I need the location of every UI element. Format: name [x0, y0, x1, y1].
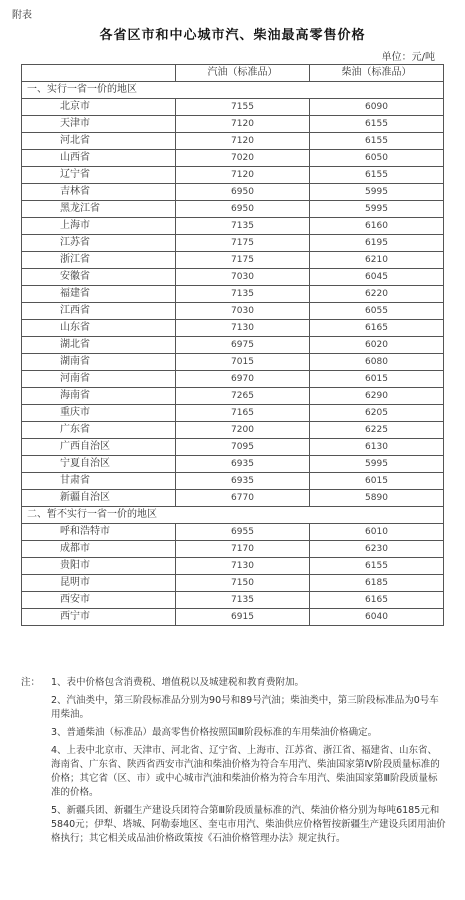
table-row — [22, 388, 444, 405]
diesel-price-cell: 5890 — [310, 490, 444, 507]
note-1 — [21, 676, 446, 690]
section-row — [22, 507, 444, 524]
region-cell: 成都市 — [22, 541, 176, 558]
gasoline-price-cell: 7175 — [176, 235, 310, 252]
diesel-price-cell: 6090 — [310, 99, 444, 116]
diesel-price-cell: 5995 — [310, 201, 444, 218]
gasoline-price-cell: 6950 — [176, 184, 310, 201]
gasoline-price-cell: 7120 — [176, 167, 310, 184]
diesel-price-cell: 6050 — [310, 150, 444, 167]
section-row — [22, 82, 444, 99]
region-cell: 宁夏自治区 — [22, 456, 176, 473]
table-row — [22, 456, 444, 473]
diesel-price-cell: 5995 — [310, 456, 444, 473]
region-cell: 黑龙江省 — [22, 201, 176, 218]
price-table — [21, 64, 444, 626]
note-4: 4、上表中北京市、天津市、河北省、辽宁省、上海市、江苏省、浙江省、福建省、山东省、海南省、广东省、陕西省西安市汽油和柴油价格为符合车用汽、柴油国家第Ⅳ阶段质量标准的价格；其它省（区、市）或中心城市汽油和柴油价格为符合车用汽、柴油国家第Ⅲ阶段质量标准的价格。 — [51, 745, 440, 798]
region-cell: 湖北省 — [22, 337, 176, 354]
diesel-price-cell: 6015 — [310, 371, 444, 388]
region-cell: 西宁市 — [22, 609, 176, 626]
gasoline-price-cell: 7015 — [176, 354, 310, 371]
table-row — [22, 473, 444, 490]
gasoline-price-cell: 7095 — [176, 439, 310, 456]
gasoline-price-cell: 6915 — [176, 609, 310, 626]
region-cell: 新疆自治区 — [22, 490, 176, 507]
note-3: 3、普通柴油（标准品）最高零售价格按照国Ⅲ阶段标准的车用柴油价格确定。 — [51, 727, 378, 738]
gasoline-price-cell: 7135 — [176, 592, 310, 609]
table-row — [22, 116, 444, 133]
region-cell: 河南省 — [22, 371, 176, 388]
gasoline-price-cell: 7135 — [176, 286, 310, 303]
header-region — [22, 65, 176, 82]
section-2-label: 二、暂不实行一省一价的地区 — [22, 507, 444, 524]
region-cell: 海南省 — [22, 388, 176, 405]
table-row — [22, 575, 444, 592]
diesel-price-cell: 6080 — [310, 354, 444, 371]
gasoline-price-cell: 7265 — [176, 388, 310, 405]
region-cell: 天津市 — [22, 116, 176, 133]
table-row — [22, 541, 444, 558]
table-row — [22, 218, 444, 235]
gasoline-price-cell: 6935 — [176, 456, 310, 473]
region-cell: 广东省 — [22, 422, 176, 439]
gasoline-price-cell: 7165 — [176, 405, 310, 422]
region-cell: 湖南省 — [22, 354, 176, 371]
gasoline-price-cell: 6970 — [176, 371, 310, 388]
table-row — [22, 422, 444, 439]
region-cell: 贵阳市 — [22, 558, 176, 575]
region-cell: 江苏省 — [22, 235, 176, 252]
region-cell: 上海市 — [22, 218, 176, 235]
gasoline-price-cell: 7120 — [176, 116, 310, 133]
header-gasoline: 汽油（标准品） — [176, 65, 310, 82]
section-1-label: 一、实行一省一价的地区 — [22, 82, 444, 99]
diesel-price-cell: 6160 — [310, 218, 444, 235]
region-cell: 北京市 — [22, 99, 176, 116]
gasoline-price-cell: 6935 — [176, 473, 310, 490]
table-row — [22, 184, 444, 201]
header-diesel: 柴油（标准品） — [310, 65, 444, 82]
note-5: 5、新疆兵团、新疆生产建设兵团符合第Ⅲ阶段质量标准的汽、柴油价格分别为每吨6185元和5840元；伊犁、塔城、阿勒泰地区、奎屯市用汽、柴油供应价格暂按新疆生产建设兵团用油价格执行；其它相关成品油价格政策按《石油价格管理办法》规定执行。 — [51, 805, 446, 844]
table-row — [22, 235, 444, 252]
gasoline-price-cell: 6950 — [176, 201, 310, 218]
table-row — [22, 592, 444, 609]
diesel-price-cell: 6220 — [310, 286, 444, 303]
table-row — [22, 371, 444, 388]
table-row — [22, 439, 444, 456]
region-cell: 福建省 — [22, 286, 176, 303]
diesel-price-cell: 6155 — [310, 133, 444, 150]
table-row — [22, 252, 444, 269]
diesel-price-cell: 6015 — [310, 473, 444, 490]
table-row — [22, 320, 444, 337]
diesel-price-cell: 6185 — [310, 575, 444, 592]
region-cell: 浙江省 — [22, 252, 176, 269]
region-cell: 重庆市 — [22, 405, 176, 422]
region-cell: 广西自治区 — [22, 439, 176, 456]
gasoline-price-cell: 7030 — [176, 269, 310, 286]
table-row — [22, 558, 444, 575]
table-row — [22, 405, 444, 422]
gasoline-price-cell: 7175 — [176, 252, 310, 269]
region-cell: 甘肃省 — [22, 473, 176, 490]
table-row — [22, 201, 444, 218]
gasoline-price-cell: 7150 — [176, 575, 310, 592]
diesel-price-cell: 6055 — [310, 303, 444, 320]
region-cell: 山西省 — [22, 150, 176, 167]
gasoline-price-cell: 6770 — [176, 490, 310, 507]
table-row — [22, 286, 444, 303]
gasoline-price-cell: 6975 — [176, 337, 310, 354]
notes-block — [21, 676, 446, 850]
diesel-price-cell: 6020 — [310, 337, 444, 354]
diesel-price-cell: 6225 — [310, 422, 444, 439]
gasoline-price-cell: 7170 — [176, 541, 310, 558]
gasoline-price-cell: 7120 — [176, 133, 310, 150]
region-cell: 辽宁省 — [22, 167, 176, 184]
diesel-price-cell: 6155 — [310, 558, 444, 575]
region-cell: 昆明市 — [22, 575, 176, 592]
note-1-text: 1、表中价格包含消费税、增值税以及城建税和教育费附加。 — [51, 677, 305, 688]
diesel-price-cell: 6165 — [310, 320, 444, 337]
region-cell: 江西省 — [22, 303, 176, 320]
region-cell: 河北省 — [22, 133, 176, 150]
region-cell: 山东省 — [22, 320, 176, 337]
table-row — [22, 269, 444, 286]
diesel-price-cell: 6155 — [310, 167, 444, 184]
gasoline-price-cell: 7130 — [176, 320, 310, 337]
table-row — [22, 150, 444, 167]
region-cell: 安徽省 — [22, 269, 176, 286]
table-row — [22, 337, 444, 354]
diesel-price-cell: 6290 — [310, 388, 444, 405]
gasoline-price-cell: 7130 — [176, 558, 310, 575]
table-row — [22, 303, 444, 320]
diesel-price-cell: 6130 — [310, 439, 444, 456]
diesel-price-cell: 6205 — [310, 405, 444, 422]
diesel-price-cell: 6045 — [310, 269, 444, 286]
diesel-price-cell: 6165 — [310, 592, 444, 609]
table-header-row — [22, 65, 444, 82]
diesel-price-cell: 6195 — [310, 235, 444, 252]
attachment-label: 附表 — [12, 10, 32, 21]
diesel-price-cell: 6155 — [310, 116, 444, 133]
gasoline-price-cell: 7155 — [176, 99, 310, 116]
table-row — [22, 133, 444, 150]
gasoline-price-cell: 7200 — [176, 422, 310, 439]
table-row — [22, 354, 444, 371]
table-row — [22, 167, 444, 184]
diesel-price-cell: 6230 — [310, 541, 444, 558]
table-row — [22, 524, 444, 541]
diesel-price-cell: 6040 — [310, 609, 444, 626]
notes-lead: 注： — [21, 677, 41, 688]
diesel-price-cell: 6010 — [310, 524, 444, 541]
table-row — [22, 609, 444, 626]
region-cell: 吉林省 — [22, 184, 176, 201]
note-2: 2、汽油类中，第三阶段标准品分别为90号和89号汽油；柴油类中，第三阶段标准品为0号车用柴油。 — [51, 695, 439, 720]
table-row — [22, 490, 444, 507]
table-row — [22, 99, 444, 116]
diesel-price-cell: 5995 — [310, 184, 444, 201]
gasoline-price-cell: 7020 — [176, 150, 310, 167]
document-title: 各省区市和中心城市汽、柴油最高零售价格 — [99, 28, 366, 43]
gasoline-price-cell: 6955 — [176, 524, 310, 541]
gasoline-price-cell: 7135 — [176, 218, 310, 235]
unit-label: 单位：元/吨 — [381, 52, 435, 63]
region-cell: 西安市 — [22, 592, 176, 609]
region-cell: 呼和浩特市 — [22, 524, 176, 541]
diesel-price-cell: 6210 — [310, 252, 444, 269]
gasoline-price-cell: 7030 — [176, 303, 310, 320]
